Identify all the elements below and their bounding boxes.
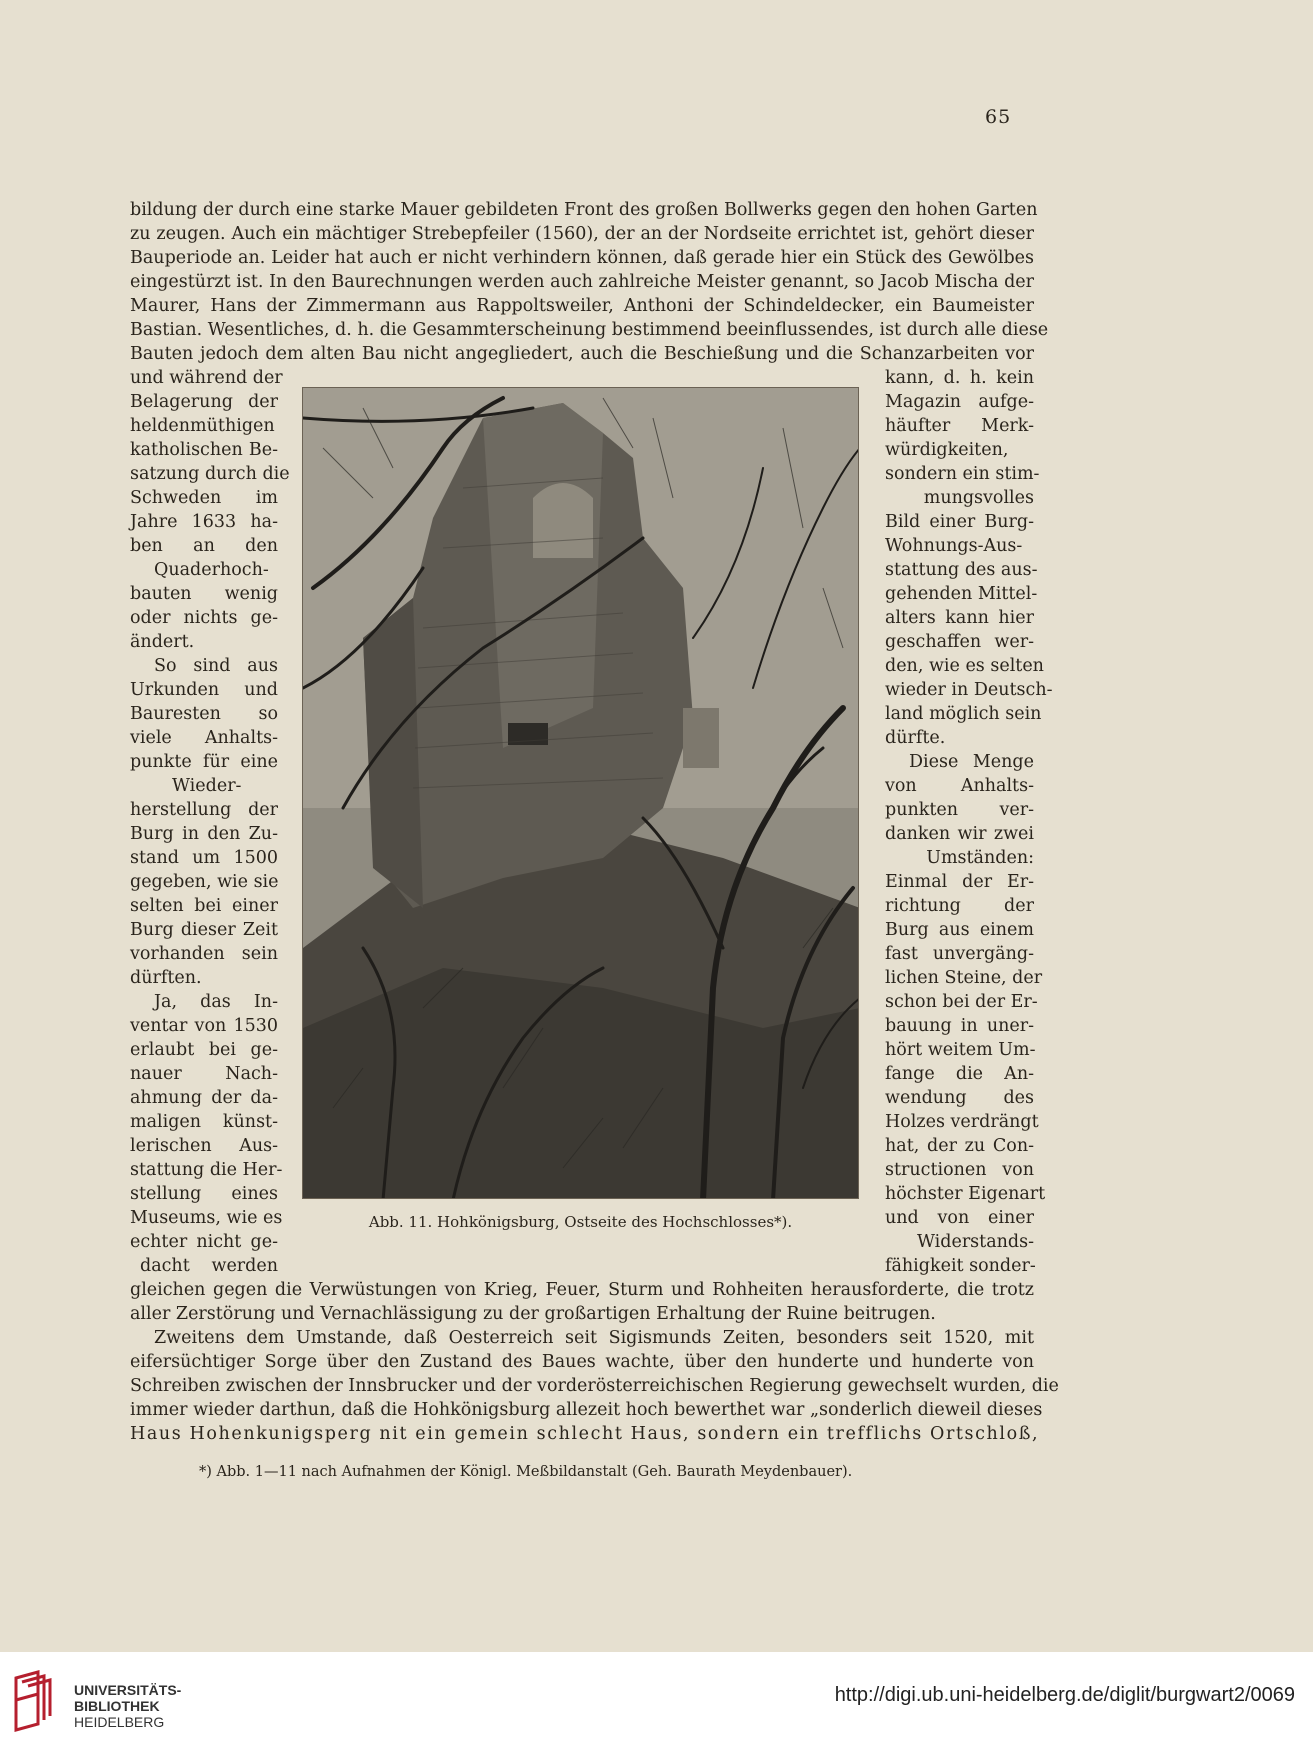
left-column-line: heldenmüthigen: [130, 416, 275, 436]
left-column-line: stellung eines: [130, 1184, 278, 1204]
left-column-line: dürften.: [130, 968, 202, 988]
left-column-line: So sind aus: [154, 656, 278, 676]
right-column-line: Wohnungs-Aus-: [885, 536, 1023, 556]
left-column-line: satzung durch die: [130, 464, 290, 484]
left-column-line: und während der: [130, 368, 283, 388]
right-column-line: gehenden Mittel-: [885, 584, 1038, 604]
right-column-line: würdigkeiten,: [885, 440, 1009, 460]
right-column-line: sondern ein stim-: [885, 464, 1040, 484]
left-column-line: Quaderhoch-: [154, 560, 269, 580]
left-column-line: erlaubt bei ge-: [130, 1040, 278, 1060]
right-column-line: danken wir zwei: [885, 824, 1034, 844]
left-column-line: Museums, wie es: [130, 1208, 283, 1228]
left-column-line: oder nichts ge-: [130, 608, 278, 628]
text-line: gleichen gegen die Verwüstungen von Krieg, Feuer, Sturm und Rohheiten herausforderte, die trotz: [130, 1280, 1034, 1300]
left-column-line: ventar von 1530: [130, 1016, 278, 1036]
right-column-line: Magazin aufge-: [885, 392, 1034, 412]
left-column-line: lerischen Aus-: [130, 1136, 278, 1156]
left-column-line: Burg dieser Zeit: [130, 920, 278, 940]
right-column-line: fast unvergäng-: [885, 944, 1034, 964]
right-column-line: Holzes verdrängt: [885, 1112, 1039, 1132]
text-line: Haus Hohenkunigsperg nit ein gemein schlecht Haus, sondern ein trefflichs Ortschloß,: [130, 1424, 1040, 1444]
text-line: Maurer, Hans der Zimmermann aus Rappoltsweiler, Anthoni der Schindeldecker, ein Baumeister: [130, 296, 1034, 316]
right-column-line: Widerstands-: [916, 1232, 1034, 1252]
right-column-line: land möglich sein: [885, 704, 1042, 724]
left-column-line: Jahre 1633 ha-: [130, 512, 278, 532]
left-column-line: Urkunden und: [130, 680, 278, 700]
right-column-line: mungsvolles: [923, 488, 1034, 508]
right-column-line: den, wie es selten: [885, 656, 1044, 676]
right-column-line: Bild einer Burg-: [885, 512, 1034, 532]
right-column-line: höchster Eigenart: [885, 1184, 1046, 1204]
left-column-line: nauer Nach-: [130, 1064, 278, 1084]
left-column-line: Burg in den Zu-: [130, 824, 278, 844]
left-column-line: Wieder-: [172, 776, 242, 796]
left-column-line: dacht werden: [140, 1256, 278, 1276]
left-column-line: gegeben, wie sie: [130, 872, 279, 892]
right-column-line: fähigkeit sonder-: [885, 1256, 1036, 1276]
left-column-line: Bauresten so: [130, 704, 278, 724]
left-column-line: stand um 1500: [130, 848, 278, 868]
left-column-line: viele Anhalts-: [130, 728, 278, 748]
right-column-line: alters kann hier: [885, 608, 1034, 628]
left-column-line: katholischen Be-: [130, 440, 278, 460]
left-column-line: ben an den: [130, 536, 278, 556]
left-column-line: selten bei einer: [130, 896, 278, 916]
right-column-line: hört weitem Um-: [885, 1040, 1036, 1060]
right-column-line: stattung des aus-: [885, 560, 1038, 580]
right-column-line: wieder in Deutsch-: [885, 680, 1053, 700]
right-column-line: dürfte.: [885, 728, 946, 748]
right-column-line: kann, d. h. kein: [885, 368, 1034, 388]
text-line: zu zeugen. Auch ein mächtiger Strebepfeiler (1560), der an der Nordseite errichtet ist, gehört dieser: [130, 224, 1034, 244]
left-column-line: punkte für eine: [130, 752, 278, 772]
page-number: 65: [985, 106, 1012, 128]
text-line: aller Zerstörung und Vernachlässigung zu der großartigen Erhaltung der Ruine beitrugen.: [130, 1304, 936, 1324]
castle-ruin-photograph: [302, 387, 859, 1199]
left-column-line: Schweden im: [130, 488, 278, 508]
text-line: Zweitens dem Umstande, daß Oesterreich seit Sigismunds Zeiten, besonders seit 1520, mit: [154, 1328, 1034, 1348]
library-name-line: BIBLIOTHEK: [74, 1698, 160, 1714]
right-column-line: geschaffen wer-: [885, 632, 1034, 652]
text-line: eingestürzt ist. In den Baurechnungen werden auch zahlreiche Meister genannt, so Jacob Mischa der: [130, 272, 1034, 292]
text-line: Schreiben zwischen der Innsbrucker und der vorderösterreichischen Regierung gewechselt wurden, die: [130, 1376, 1059, 1396]
text-line: eifersüchtiger Sorge über den Zustand des Baues wachte, über den hunderte und hunderte von: [130, 1352, 1034, 1372]
library-name-line: UNIVERSITÄTS-: [74, 1682, 182, 1698]
right-column-line: Umständen:: [926, 848, 1034, 868]
right-column-line: wendung des: [885, 1088, 1034, 1108]
right-column-line: Burg aus einem: [885, 920, 1034, 940]
library-name: [74, 1682, 181, 1730]
library-logo-icon: [12, 1670, 56, 1732]
right-column-line: bauung in uner-: [885, 1016, 1034, 1036]
text-line: bildung der durch eine starke Mauer gebildeten Front des großen Bollwerks gegen den hohen Garten: [130, 200, 1038, 220]
right-column-line: Einmal der Er-: [885, 872, 1034, 892]
right-column-line: und von einer: [885, 1208, 1034, 1228]
right-column-line: structionen von: [885, 1160, 1034, 1180]
text-line: Bauperiode an. Leider hat auch er nicht verhindern können, daß gerade hier ein Stück des Gewölbes: [130, 248, 1034, 268]
left-column-line: herstellung der: [130, 800, 278, 820]
left-column-line: maligen künst-: [130, 1112, 278, 1132]
right-column-line: fange die An-: [885, 1064, 1034, 1084]
left-column-line: stattung die Her-: [130, 1160, 283, 1180]
right-column-line: hat, der zu Con-: [885, 1136, 1034, 1156]
right-column-line: punkten ver-: [885, 800, 1034, 820]
text-line: immer wieder darthun, daß die Hohkönigsburg allezeit hoch bewerthet war „sonderlich dieweil dieses: [130, 1400, 1043, 1420]
footnote: *) Abb. 1—11 nach Aufnahmen der Königl. Meßbildanstalt (Geh. Baurath Meydenbauer).: [199, 1464, 853, 1480]
right-column-line: häufter Merk-: [885, 416, 1034, 436]
right-column-line: lichen Steine, der: [885, 968, 1043, 988]
right-column-line: richtung der: [885, 896, 1034, 916]
left-column-line: vorhanden sein: [130, 944, 278, 964]
left-column-line: Belagerung der: [130, 392, 278, 412]
left-column-line: echter nicht ge-: [130, 1232, 278, 1252]
right-column-line: Diese Menge: [909, 752, 1034, 772]
text-line: Bastian. Wesentliches, d. h. die Gesammterscheinung bestimmend beeinflussendes, ist durch alle diese: [130, 320, 1049, 340]
right-column-line: schon bei der Er-: [885, 992, 1038, 1012]
figure-caption: Abb. 11. Hohkönigsburg, Ostseite des Hochschlosses*).: [368, 1213, 793, 1231]
library-name-line: HEIDELBERG: [74, 1714, 165, 1730]
left-column-line: bauten wenig: [130, 584, 278, 604]
left-column-line: ändert.: [130, 632, 195, 652]
left-column-line: ahmung der da-: [130, 1088, 278, 1108]
right-column-line: von Anhalts-: [885, 776, 1034, 796]
left-column-line: Ja, das In-: [154, 992, 278, 1012]
photo-illustration: [303, 388, 859, 1199]
text-line: Bauten jedoch dem alten Bau nicht angegliedert, auch die Beschießung und die Schanzarbeiten vor: [130, 344, 1034, 364]
document-url-link[interactable]: http://digi.ub.uni-heidelberg.de/diglit/burgwart2/0069: [834, 1684, 1295, 1706]
